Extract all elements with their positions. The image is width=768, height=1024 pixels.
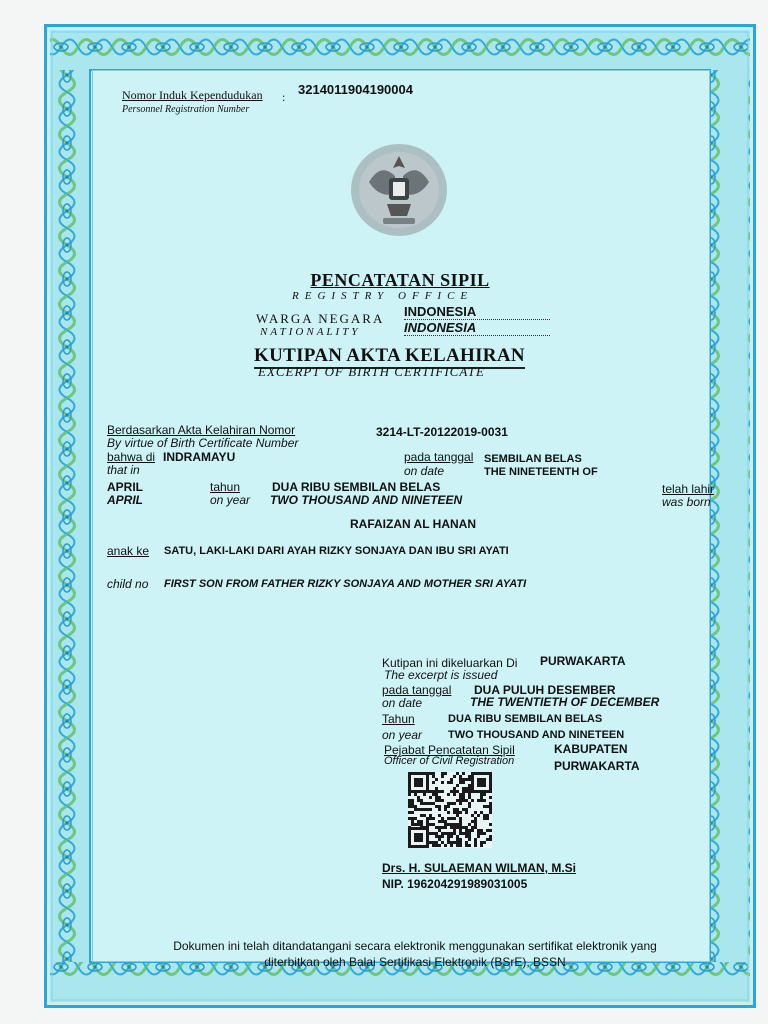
certificate-number: 3214-LT-20122019-0031 — [376, 425, 508, 439]
officer-region-2: PURWAKARTA — [554, 759, 640, 773]
birth-year-value: DUA RIBU SEMBILAN BELAS — [272, 480, 441, 494]
qr-code-icon — [408, 772, 492, 848]
birth-month-en: APRIL — [107, 493, 143, 507]
issued-place-label: Kutipan ini dikeluarkan Di — [382, 656, 518, 670]
issued-place-label-en: The excerpt is issued — [384, 668, 498, 682]
issue-date-label-en: on date — [382, 696, 423, 710]
child-order-label-en: child no — [107, 577, 149, 591]
place-value: INDRAMAYU — [163, 450, 236, 464]
born-label-en: was born — [662, 495, 711, 509]
born-label: telah lahir — [662, 482, 715, 496]
nik-label-en: Personnel Registration Number — [122, 104, 250, 115]
birth-date-label-en: on date — [404, 464, 445, 478]
nik-value: 3214011904190004 — [298, 82, 413, 97]
nik-colon: : — [282, 90, 286, 104]
child-order-value-en: FIRST SON FROM FATHER RIZKY SONJAYA AND MOTHER SRI AYATI — [164, 578, 527, 590]
official-name: Drs. H. SULAEMAN WILMAN, M.Si — [382, 861, 576, 875]
issue-year-label-en: on year — [382, 728, 423, 742]
officer-region-1: KABUPATEN — [554, 742, 628, 756]
birth-date-label: pada tanggal — [404, 450, 474, 464]
nationality-label-en: NATIONALITY — [260, 326, 361, 338]
issued-place-value: PURWAKARTA — [540, 654, 626, 668]
main-title-en: EXCERPT OF BIRTH CERTIFICATE — [258, 364, 485, 379]
footer-line-2: diterbitkan oleh Balai Sertifikasi Elektronik (BSrE), BSSN — [264, 955, 566, 969]
birth-year-label-en: on year — [210, 493, 251, 507]
nationality-value: INDONESIA — [404, 304, 550, 320]
basis-label-en: By virtue of Birth Certificate Number — [107, 436, 299, 450]
officer-label-en: Officer of Civil Registration — [384, 755, 515, 767]
registry-title-en: REGISTRY OFFICE — [292, 290, 474, 302]
issue-date-value-en: THE TWENTIETH OF DECEMBER — [470, 695, 660, 709]
birth-year-value-en: TWO THOUSAND AND NINETEEN — [270, 493, 463, 507]
child-order-label: anak ke — [107, 544, 150, 558]
basis-label: Berdasarkan Akta Kelahiran Nomor — [107, 423, 296, 437]
footer-line-1: Dokumen ini telah ditandatangani secara elektronik menggunakan sertifikat elektronik yang — [173, 939, 657, 953]
garuda-emblem-icon — [349, 142, 449, 238]
issue-year-value: DUA RIBU SEMBILAN BELAS — [448, 713, 603, 725]
child-order-value: SATU, LAKI-LAKI DARI AYAH RIZKY SONJAYA DAN IBU SRI AYATI — [164, 545, 509, 557]
birth-month: APRIL — [107, 480, 143, 494]
issue-date-label: pada tanggal — [382, 683, 452, 697]
birth-date-value-en: THE NINETEENTH OF — [484, 466, 598, 478]
child-name: RAFAIZAN AL HANAN — [350, 517, 476, 531]
nik-label: Nomor Induk Kependudukan — [122, 88, 263, 102]
issue-year-label: Tahun — [382, 712, 415, 726]
issue-year-value-en: TWO THOUSAND AND NINETEEN — [448, 729, 625, 741]
officer-label: Pejabat Pencatatan Sipil — [384, 743, 515, 757]
registry-title: PENCATATAN SIPIL — [310, 270, 490, 290]
official-nip: NIP. 196204291989031005 — [382, 877, 528, 891]
place-label: bahwa di — [107, 450, 156, 464]
nationality-value-en: INDONESIA — [404, 320, 550, 336]
birth-year-label: tahun — [210, 480, 241, 494]
issue-date-value: DUA PULUH DESEMBER — [474, 683, 616, 697]
main-title: KUTIPAN AKTA KELAHIRAN — [254, 345, 525, 369]
birth-date-value: SEMBILAN BELAS — [484, 453, 582, 465]
nationality-label: WARGA NEGARA — [256, 311, 385, 326]
place-label-en: that in — [107, 463, 140, 477]
